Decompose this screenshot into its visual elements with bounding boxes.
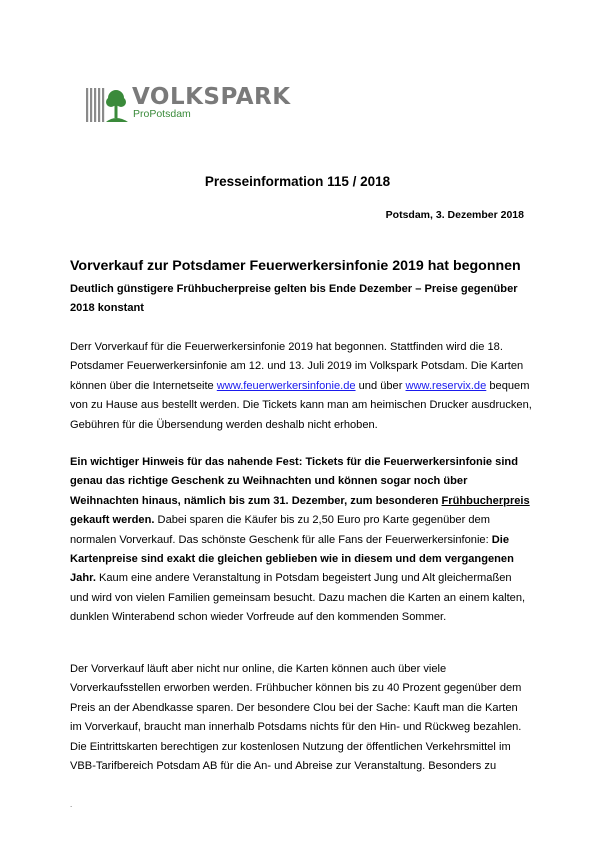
link-feuerwerkersinfonie[interactable]: www.feuerwerkersinfonie.de — [216, 379, 356, 392]
tree-fence-icon — [86, 86, 130, 126]
logo-wordmark: VOLKSPARK — [132, 84, 291, 110]
page-footer-mark: . — [70, 800, 73, 809]
headline: Vorverkauf zur Potsdamer Feuerwerkersinfonie 2019 hat begonnen — [70, 258, 521, 274]
dateline: Potsdam, 3. Dezember 2018 — [385, 209, 524, 221]
link-reservix[interactable]: www.reservix.de — [405, 379, 487, 392]
paragraph-2: Ein wichtiger Hinweis für das nahende Fest: Tickets für die Feuerwerkersinfonie sind genau das richtige Geschenk zu Weihnachten und können sogar noch über Weihnachten hinaus, nämlich bis zum 31. Dezember, zum besonderen Frühbucherpreis gekauft werden. Dabei sparen die Käufer bis zu 2,50 Euro pro Karte gegenüber dem normalen Vorverkauf. Das schönste Geschenk für alle Fans der Feuerwerkersinfonie: Die Kartenpreise sind exakt die gleichen geblieben wie in diesem und dem vergangenen Jahr. Kaum eine andere Veranstaltung in Potsdam begeistert Jung und Alt gleichermaßen und wird von vielen Familien gemeinsam besucht. Dazu machen die Karten an einem kalten, dunklen Winterabend schon wieder Vorfreude auf den kommenden Sommer. — [70, 456, 530, 624]
volkspark-logo — [86, 84, 291, 126]
paragraph-3: Der Vorverkauf läuft aber nicht nur online, die Karten können auch über viele Vorverkaufsstellen erworben werden. Frühbucher können bis zu 40 Prozent gegenüber dem Preis an der Abendkasse sparen. Der besondere Clou bei der Sache: Kauft man die Karten im Vorverkauf, braucht man innerhalb Potsdams nichts für den Hin- und Rückweg bezahlen. Die Eintrittskarten berechtigen zur kostenlosen Nutzung der öffentlichen Verkehrsmittel im VBB-Tarifbereich Potsdam AB für die An- und Abreise zur Veranstaltung. Besonders zu — [70, 663, 522, 773]
logo-tagline: ProPotsdam — [133, 108, 191, 120]
early-bird-term: Frühbucherpreis — [441, 494, 530, 507]
press-release-title: Presseinformation 115 / 2018 — [204, 174, 391, 189]
paragraph-1: Derr Vorverkauf für die Feuerwerkersinfonie 2019 hat begonnen. Stattfinden wird die 18. Potsdamer Feuerwerkersinfonie am 12. und 13. Juli 2019 im Volkspark Potsdam. Die Karten können über die Internetseite www.feuerwerkersinfonie.de und über www.reservix.de bequem von zu Hause aus bestellt werden. Die Tickets kann man am heimischen Drucker ausdrucken, Gebühren für die Übersendung werden deshalb nicht erhoben. — [70, 341, 532, 431]
subheadline: Deutlich günstigere Frühbucherpreise gelten bis Ende Dezember – Preise gegenüber 2018 konstant — [70, 283, 518, 314]
